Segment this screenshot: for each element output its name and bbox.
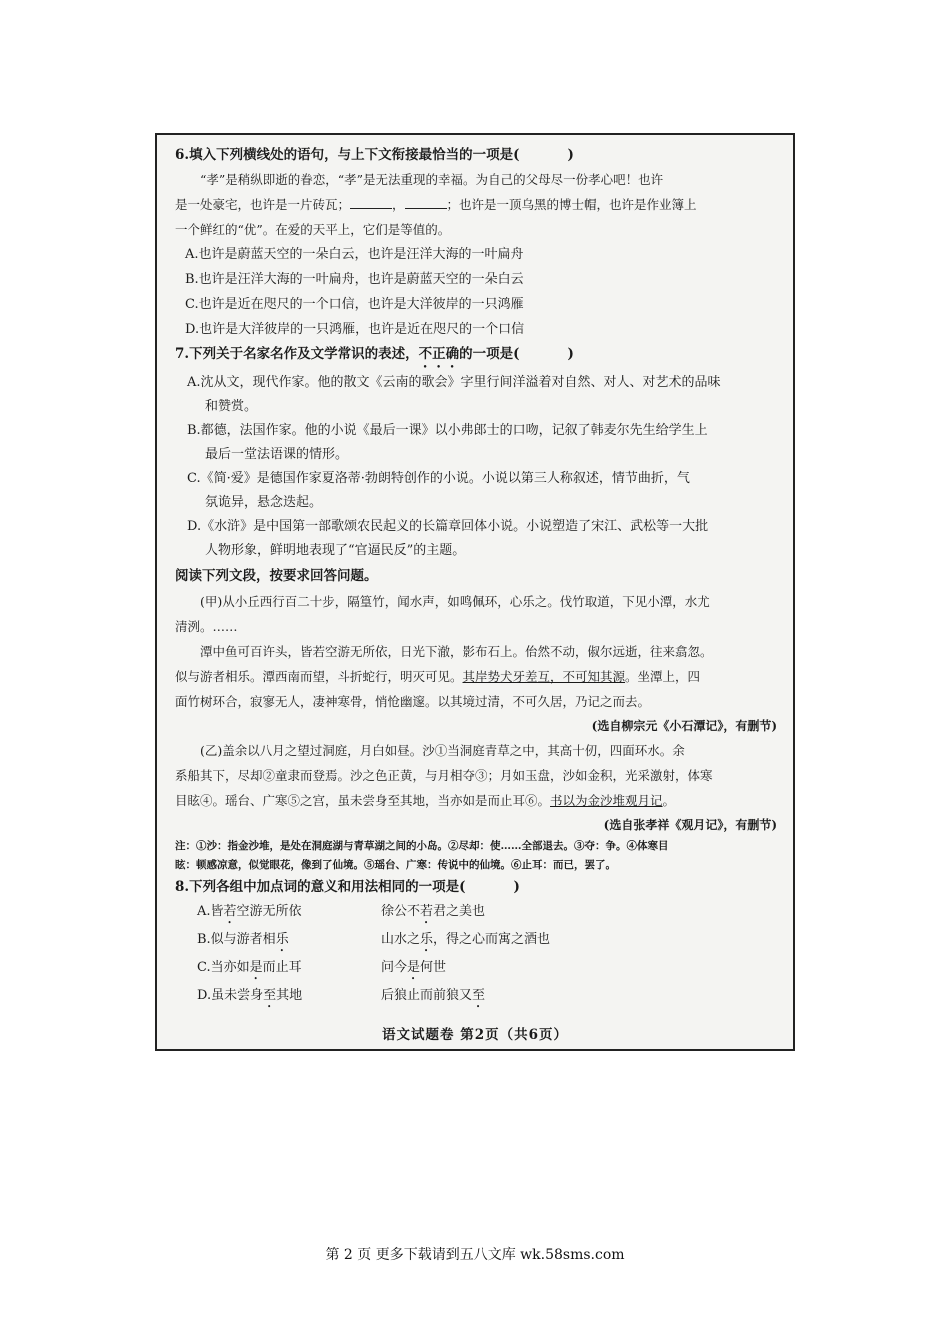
passage-jia-source: (选自柳宗元《小石潭记》，有删节) <box>591 719 777 733</box>
q7-option-c: C.《简·爱》是德国作家夏洛蒂·勃朗特创作的小说。小说以第三人称叙述，情节曲折，气 氛诡异，悬念迭起。 <box>187 471 690 510</box>
q6-passage-line: 是一处豪宅，也许是一片砖瓦； ， ；也许是一顶乌黑的博士帽，也许是作业簿上 <box>175 197 697 212</box>
q6-option-d: D.也许是大洋彼岸的一只鸿雁，也许是近在咫尺的一个口信 <box>185 322 525 337</box>
q6-passage-line: 一个鲜红的“优”。在爱的天平上，它们是等值的。 <box>175 222 451 237</box>
q6-option-b: B.也许是汪洋大海的一叶扁舟，也许是蔚蓝天空的一朵白云 <box>185 272 524 287</box>
q8-options-table <box>197 899 550 1011</box>
passage-jia-line: 清洌。…… <box>175 619 238 634</box>
fill-blank <box>405 196 447 209</box>
q7-option-d: D.《水浒》是中国第一部歌颂农民起义的长篇章回体小说。小说塑造了宋江、武松等一大批 人物形象，鲜明地表现了“官逼民反”的主题。 <box>187 519 709 558</box>
reading-heading: 阅读下列文段，按要求回答问题。 <box>175 568 378 584</box>
passage-jia-line: (甲)从小丘西行百二十步，隔篁竹，闻水声，如鸣佩环，心乐之。伐竹取道，下见小潭，水尤 <box>200 594 710 609</box>
underlined-sentence: 书以为金沙堆观月记 <box>550 793 663 808</box>
q8-option-a: A.皆若空游无所依 徐公不若君之美也 <box>197 904 486 919</box>
document-footer: 第 2 页 更多下载请到五八文库 wk.58sms.com <box>325 1247 625 1263</box>
underlined-sentence: 其岸势犬牙差互，不可知其源 <box>462 669 626 684</box>
passage-jia-line: 似与游者相乐。潭西南而望，斗折蛇行，明灭可见。其岸势犬牙差互，不可知其源。坐潭上，四 <box>175 669 701 684</box>
q7-title: 7.下列关于名家名作及文学常识的表述，不正确的一项是( ) <box>175 346 574 362</box>
q7-option-b: B.都德，法国作家。他的小说《最后一课》以小弗郎士的口吻，记叙了韩麦尔先生给学生上 最后一堂法语课的情形。 <box>187 423 708 462</box>
passage-yi-line: (乙)盖余以八月之望过洞庭，月白如昼。沙①当洞庭青草之中，其高十仞，四面环水。余 <box>200 743 685 758</box>
q6-passage-line: “孝”是稍纵即逝的眷恋，“孝”是无法重现的幸福。为自己的父母尽一份孝心吧！也许 <box>200 172 664 187</box>
annotation-line: 注：①沙：指金沙堆，是处在洞庭湖与青草湖之间的小岛。②尽却：使……全部退去。③夺：争。④体寒目 <box>175 840 669 852</box>
q8-option-b: B.似与游者相乐 山水之乐，得之心而寓之酒也 <box>197 932 551 947</box>
q8-option-c: C.当亦如是而止耳 问今是何世 <box>197 960 447 975</box>
q6-option-a: A.也许是蔚蓝天空的一朵白云，也许是汪洋大海的一叶扁舟 <box>185 247 524 262</box>
passage-jia-line: 面竹树环合，寂寥无人，凄神寒骨，悄怆幽邃。以其境过清，不可久居，乃记之而去。 <box>175 694 651 709</box>
passage-yi-source: (选自张孝祥《观月记》，有删节) <box>603 818 777 832</box>
q8-title: 8.下列各组中加点词的意义和用法相同的一项是( ) <box>175 879 520 895</box>
passage-yi-line: 系船其下，尽却②童隶而登焉。沙之色正黄，与月相夺③；月如玉盘，沙如金积，光采激射，体寒 <box>175 768 713 783</box>
passage-yi-line: 目眩④。瑶台、广寒⑤之宫，虽未尝身至其地，当亦如是而止耳⑥。书以为金沙堆观月记。 <box>175 793 676 808</box>
passage-jia-line: 潭中鱼可百许头，皆若空游无所依，日光下澈，影布石上。佁然不动，俶尔远逝，往来翕忽。 <box>200 644 713 659</box>
q6-option-c: C.也许是近在咫尺的一个口信，也许是大洋彼岸的一只鸿雁 <box>185 297 524 312</box>
annotation-line: 眩：顿感凉意，似觉眼花，像到了仙境。⑤瑶台、广寒：传说中的仙境。⑥止耳：而已，罢了。 <box>175 859 616 871</box>
fill-blank <box>350 196 392 209</box>
scanned-exam-page <box>155 133 795 1051</box>
q6-title: 6.填入下列横线处的语句，与上下文衔接最恰当的一项是( ) <box>175 147 574 163</box>
exam-page-footer: 语文试题卷 第2页（共6页） <box>382 1027 568 1043</box>
q8-option-d: D.虽未尝身至其地 后狼止而前狼又至 <box>197 988 486 1003</box>
q7-option-a: A.沈从文，现代作家。他的散文《云南的歌会》字里行间洋溢着对自然、对人、对艺术的品味 和赞赏。 <box>187 375 721 414</box>
